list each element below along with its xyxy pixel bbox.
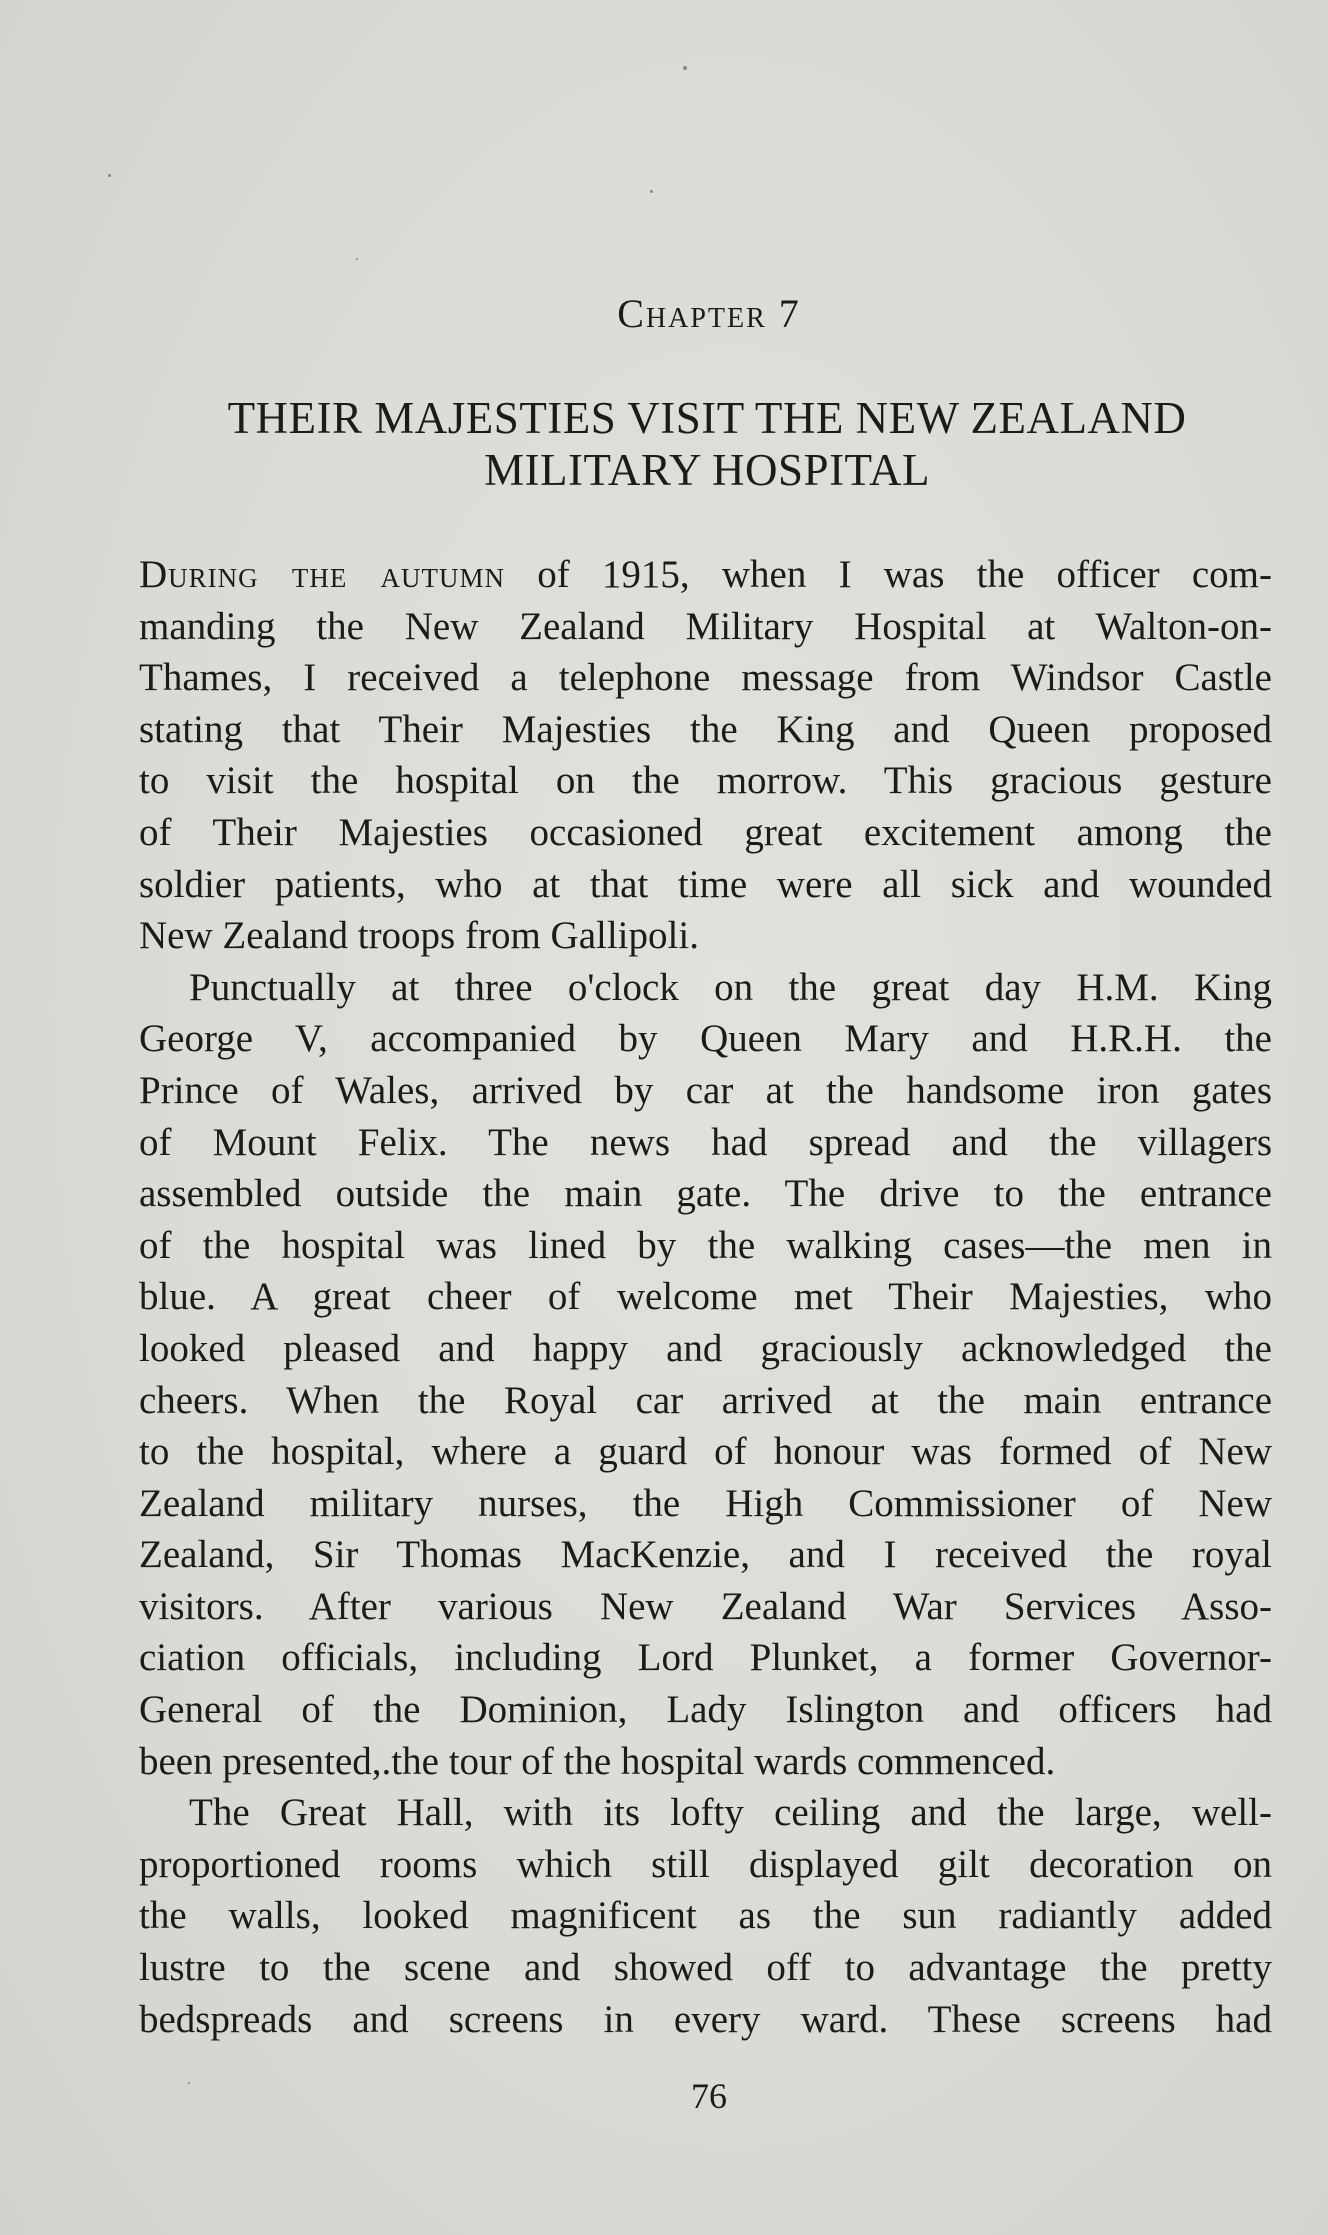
text-line: The Great Hall, with its lofty ceiling and the large, well- <box>189 1791 1272 1835</box>
text-line: to the hospital, where a guard of honour was formed of New <box>139 1430 1272 1474</box>
text-line: Thames, I received a telephone message from Windsor Castle <box>139 656 1272 700</box>
text-line: looked pleased and happy and graciously acknowledged the <box>139 1326 1272 1370</box>
text-line: assembled outside the main gate. The drive to the entrance <box>139 1172 1272 1216</box>
paper-speck <box>108 174 111 177</box>
text-line: the walls, looked magnificent as the sun radiantly added <box>139 1894 1272 1938</box>
paragraph-1 <box>139 549 1272 962</box>
text-line: cheers. When the Royal car arrived at the main entrance <box>139 1378 1272 1422</box>
text-line: Punctually at three o'clock on the great day H.M. King <box>189 965 1272 1009</box>
paper-speck <box>650 190 653 193</box>
text-line: proportioned rooms which still displayed gilt decoration on <box>139 1842 1272 1886</box>
chapter-title-line: THEIR MAJESTIES VISIT THE NEW ZEALAND <box>227 393 1187 443</box>
text-line: of Their Majesties occasioned great excitement among the <box>139 810 1272 854</box>
text-line <box>139 549 1272 601</box>
text-line: ciation officials, including Lord Plunket, a former Governor- <box>139 1636 1272 1680</box>
text-line: blue. A great cheer of welcome met Their Majesties, who <box>139 1275 1272 1319</box>
paragraph-2 <box>139 962 1272 1788</box>
chapter-title <box>140 392 1274 496</box>
text-line: been presented,.the tour of the hospital wards commenced. <box>139 1739 1056 1783</box>
body-text <box>139 549 1272 2045</box>
text-line: stating that Their Majesties the King and Queen proposed <box>139 707 1272 751</box>
paper-speck <box>356 258 358 260</box>
paragraph-3 <box>139 1787 1272 2045</box>
text-line: George V, accompanied by Queen Mary and H.R.H. the <box>139 1017 1272 1061</box>
text-line: Zealand, Sir Thomas MacKenzie, and I received the royal <box>139 1533 1272 1577</box>
text-line: General of the Dominion, Lady Islington and officers had <box>139 1688 1272 1732</box>
text-line: bedspreads and screens in every ward. These screens had <box>139 1997 1272 2041</box>
text-line: Zealand military nurses, the High Commissioner of New <box>139 1481 1272 1525</box>
lead-in-words: During the autumn <box>139 553 506 596</box>
text-line: manding the New Zealand Military Hospital at Walton-on- <box>139 604 1272 648</box>
text-line: visitors. After various New Zealand War Services Asso- <box>139 1584 1272 1628</box>
text-line: lustre to the scene and showed off to advantage the pretty <box>139 1946 1272 1990</box>
text-line: of Mount Felix. The news had spread and the villagers <box>139 1120 1272 1164</box>
paper-speck <box>683 66 687 70</box>
text-line: New Zealand troops from Gallipoli. <box>139 914 699 958</box>
text-line-rest: of 1915, when I was the officer com- <box>505 553 1273 596</box>
text-line: soldier patients, who at that time were all sick and wounded <box>139 862 1272 906</box>
chapter-label: Chapter 7 <box>617 291 801 336</box>
chapter-title-line: MILITARY HOSPITAL <box>484 445 930 495</box>
page-number: 76 <box>691 2076 727 2116</box>
text-line: Prince of Wales, arrived by car at the handsome iron gates <box>139 1068 1272 1112</box>
text-line: of the hospital was lined by the walking cases—the men in <box>139 1223 1272 1267</box>
text-line: to visit the hospital on the morrow. This gracious gesture <box>139 759 1272 803</box>
